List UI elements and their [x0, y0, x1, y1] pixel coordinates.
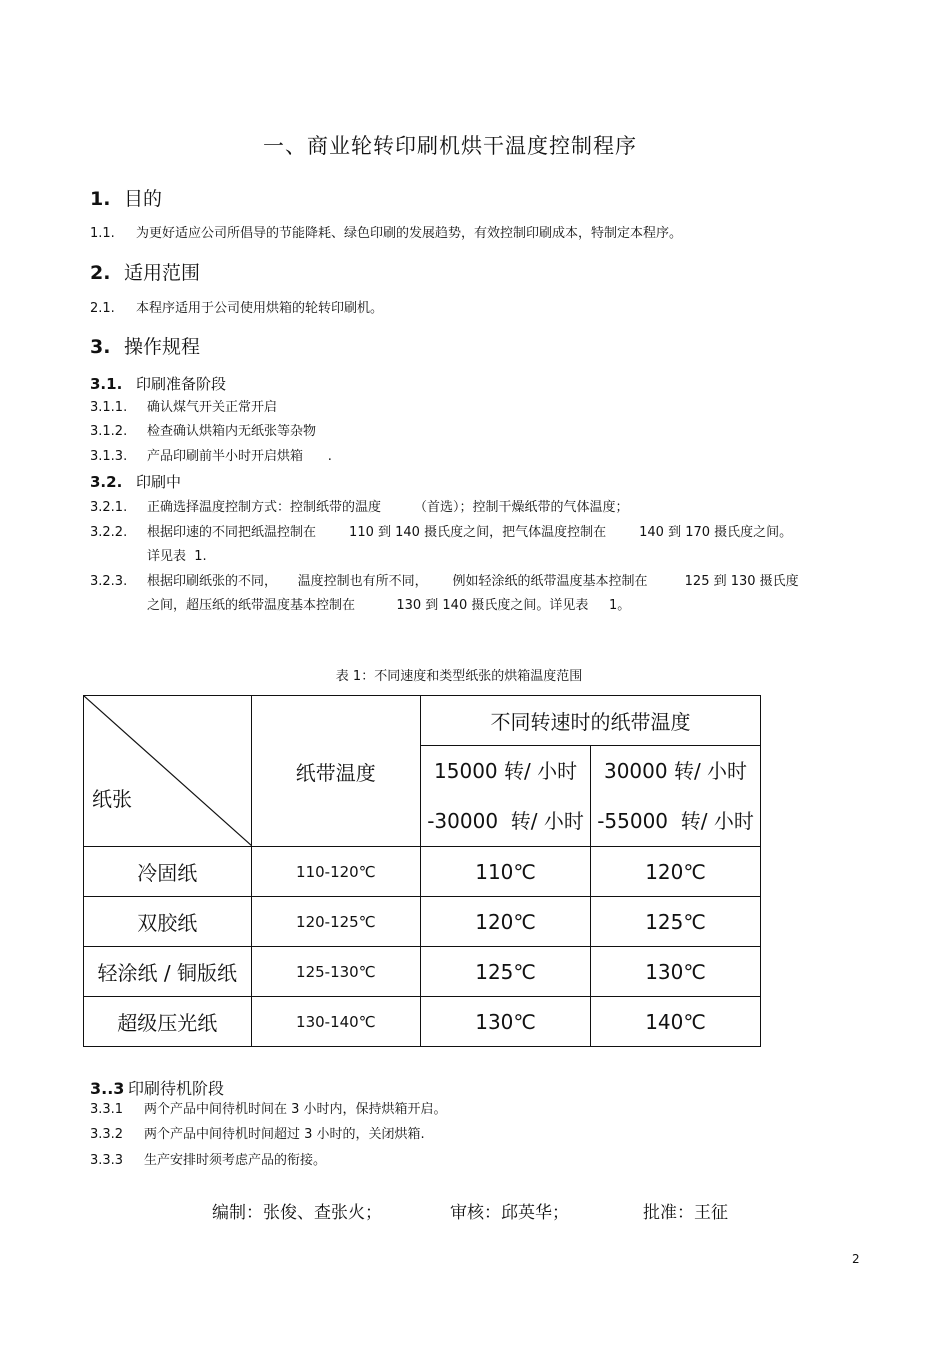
item-number: 3.2.2. — [90, 525, 128, 540]
cell-temp: 120-125℃ — [251, 897, 421, 947]
speed-1-line-2: -30000 转/ 小时 — [427, 809, 584, 833]
section-number: 3. — [90, 336, 111, 358]
cell-paper: 超级压光纸 — [84, 997, 252, 1047]
header-group: 不同转速时的纸带温度 — [421, 696, 761, 746]
item-text: 正确选择温度控制方式：控制纸带的温度 （首选）；控制干燥纸带的气体温度； — [147, 500, 629, 515]
table-row — [84, 947, 761, 997]
table-row — [84, 897, 761, 947]
item-number: 3.2.1. — [90, 500, 128, 515]
section-heading-2 — [90, 258, 200, 285]
item-text: 两个产品中间待机时间在 3 小时内，保持烘箱开启。 — [144, 1102, 447, 1117]
subsection-title: 印刷中 — [136, 473, 182, 491]
corner-label: 纸张 — [92, 787, 132, 811]
item-text: 根据印刷纸张的不同， 温度控制也有所不同， 例如轻涂纸的纸带温度基本控制在 125 到 130 摄氏度 — [147, 574, 799, 589]
item-text: 检查确认烘箱内无纸张等杂物 — [147, 424, 317, 439]
section-heading-3 — [90, 332, 200, 359]
section-heading-1 — [90, 184, 162, 211]
section-title: 适用范围 — [124, 262, 201, 284]
subsection-heading-3-3 — [90, 1076, 224, 1099]
section-title: 操作规程 — [124, 336, 201, 358]
item-text-continued: 之间，超压纸的纸带温度基本控制在 130 到 140 摄氏度之间。详见表 1。 — [147, 598, 631, 613]
cell-paper: 轻涂纸 / 铜版纸 — [84, 947, 252, 997]
paragraph-number: 1.1. — [90, 226, 115, 241]
cell-speed-2: 125℃ — [591, 897, 761, 947]
item-number: 3.1.1. — [90, 400, 128, 415]
subsection-heading-3-2 — [90, 471, 181, 492]
item-number: 3.1.3. — [90, 449, 128, 464]
item-text: 根据印速的不同把纸温控制在 110 到 140 摄氏度之间，把气体温度控制在 140 到 170 摄氏度之间。 — [147, 525, 793, 540]
subsection-heading-3-1 — [90, 373, 226, 394]
paragraph-text: 为更好适应公司所倡导的节能降耗、绿色印刷的发展趋势，有效控制印刷成本，特制定本程序。 — [136, 226, 683, 241]
item-number: 3.3.3 — [90, 1153, 124, 1168]
header-speed-2 — [591, 746, 761, 847]
table-caption: 表 1：不同速度和类型纸张的烘箱温度范围 — [335, 669, 583, 684]
cell-speed-1: 110℃ — [421, 847, 591, 897]
cell-paper: 冷固纸 — [84, 847, 252, 897]
cell-speed-1: 120℃ — [421, 897, 591, 947]
section-number: 1. — [90, 188, 111, 210]
item-text: 生产安排时须考虑产品的衔接。 — [144, 1153, 327, 1168]
item-number: 3.3.1 — [90, 1102, 124, 1117]
section-title: 目的 — [124, 188, 163, 210]
cell-speed-2: 120℃ — [591, 847, 761, 897]
paragraph-text: 本程序适用于公司使用烘箱的轮转印刷机。 — [136, 301, 384, 316]
speed-2-line-2: -55000 转/ 小时 — [597, 809, 754, 833]
cell-speed-2: 140℃ — [591, 997, 761, 1047]
item-text: 产品印刷前半小时开启烘箱 . — [147, 449, 332, 464]
cell-temp: 130-140℃ — [251, 997, 421, 1047]
subsection-title: 印刷准备阶段 — [136, 375, 227, 393]
item-number: 3.2.3. — [90, 574, 128, 589]
subsection-number: 3.2. — [90, 473, 123, 491]
paragraph-number: 2.1. — [90, 301, 115, 316]
item-number: 3.1.2. — [90, 424, 128, 439]
cell-paper: 双胶纸 — [84, 897, 252, 947]
section-number: 2. — [90, 262, 111, 284]
temperature-table — [83, 695, 761, 1047]
item-text: 两个产品中间待机时间超过 3 小时的，关闭烘箱. — [144, 1127, 425, 1142]
signature-reviewed: 审核：邱英华； — [450, 1203, 569, 1223]
signature-compiled: 编制：张俊、查张火； — [212, 1203, 382, 1223]
item-number: 3.3.2 — [90, 1127, 124, 1142]
cell-speed-1: 125℃ — [421, 947, 591, 997]
signature-approved: 批准：王征 — [643, 1203, 728, 1223]
page-number: 2 — [852, 1252, 860, 1266]
item-text-continued: 详见表 1. — [147, 549, 207, 564]
cell-speed-1: 130℃ — [421, 997, 591, 1047]
item-text: 确认煤气开关正常开启 — [147, 400, 278, 415]
cell-temp: 110-120℃ — [251, 847, 421, 897]
table-row — [84, 847, 761, 897]
subsection-number: 3..3 — [90, 1079, 125, 1098]
document-title: 一、商业轮转印刷机烘干温度控制程序 — [263, 134, 637, 158]
header-speed-1 — [421, 746, 591, 847]
header-temp: 纸带温度 — [251, 696, 421, 847]
subsection-number: 3.1. — [90, 375, 123, 393]
subsection-title: 印刷待机阶段 — [128, 1079, 225, 1098]
corner-cell — [84, 696, 252, 847]
speed-2-line-1: 30000 转/ 小时 — [603, 759, 748, 783]
cell-temp: 125-130℃ — [251, 947, 421, 997]
table-row — [84, 997, 761, 1047]
cell-speed-2: 130℃ — [591, 947, 761, 997]
speed-1-line-1: 15000 转/ 小时 — [434, 759, 578, 783]
